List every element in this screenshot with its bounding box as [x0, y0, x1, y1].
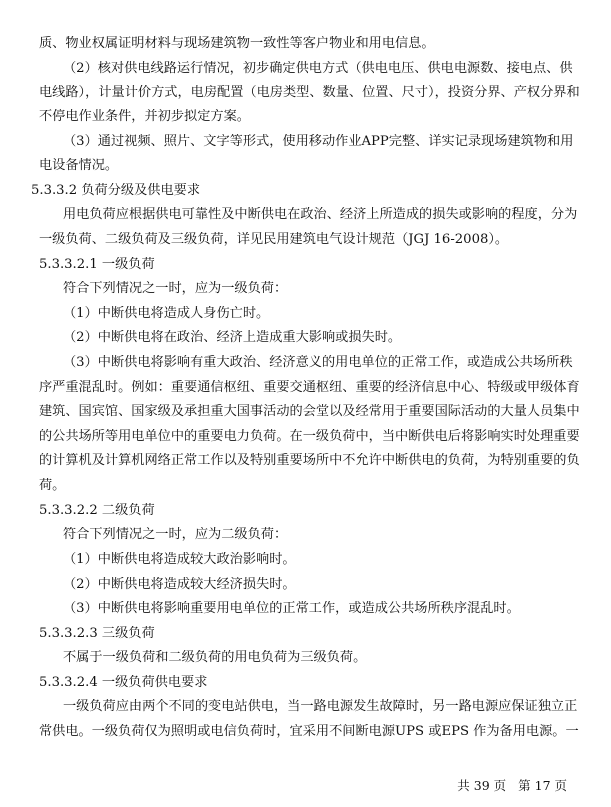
text-line: 电线路），计量计价方式，电房配置（电房类型、数量、位置、尺寸），投资分界、产权分界和	[39, 85, 580, 100]
text-line: （2）核对供电线路运行情况，初步确定供电方式（供电电压、供电电源数、接电点、供	[63, 61, 573, 76]
text-line: （2）中断供电将造成较大经济损失时。	[63, 577, 296, 592]
text-line: 不属于一级负荷和二级负荷的用电负荷为三级负荷。	[63, 650, 367, 665]
text-line: 序严重混乱时。例如：重要通信枢纽、重要交通枢纽、重要的经济信息中心、特级或甲级体育	[39, 380, 580, 395]
text-line: 符合下列情况之一时，应为一级负荷：	[63, 281, 288, 296]
text-line: （2）中断供电将在政治、经济上造成重大影响或损失时。	[63, 330, 402, 345]
text-line: 建筑、国宾馆、国家级及承担重大国事活动的会堂以及经常用于重要国际活动的大量人员集中	[39, 404, 580, 419]
subsection-heading: 5.3.3.2.3 三级负荷	[39, 626, 155, 641]
text-line: 的公共场所等用电单位中的重要电力负荷。在一级负荷中，当中断供电后将影响实时处理重要	[39, 429, 580, 444]
text-line: 电设备情况。	[39, 158, 119, 173]
text-line: 一级负荷、二级负荷及三级负荷，详见民用建筑电气设计规范（JGJ 16-2008）。	[39, 232, 509, 247]
text-line: （1）中断供电将造成人身伤亡时。	[63, 306, 270, 321]
text-line: 符合下列情况之一时，应为二级负荷：	[63, 527, 288, 542]
subsection-heading: 5.3.3.2.4 一级负荷供电要求	[39, 675, 208, 690]
subsection-heading: 5.3.3.2.1 一级负荷	[39, 257, 155, 272]
text-line: （1）中断供电将造成较大政治影响时。	[63, 552, 296, 567]
text-line: 的计算机及计算机网络正常工作以及特别重要场所中不允许中断供电的负荷，为特别重要的负	[39, 453, 580, 468]
text-line: 用电负荷应根据供电可靠性及中断供电在政治、经济上所造成的损失或影响的程度，分为	[63, 207, 578, 222]
text-line: （3）通过视频、照片、文字等形式，使用移动作业APP完整、详实记录现场建筑物和用	[63, 134, 574, 149]
text-line: 荷。	[39, 478, 66, 493]
text-line: （3）中断供电将影响重要用电单位的正常工作，或造成公共场所秩序混乱时。	[63, 601, 520, 616]
text-line: （3）中断供电将影响有重大政治、经济意义的用电单位的正常工作，或造成公共场所秩	[63, 355, 573, 370]
total-pages: 共 39 页	[457, 778, 507, 793]
text-line: 不停电作业条件，并初步拟定方案。	[39, 109, 250, 124]
subsection-heading: 5.3.3.2.2 二级负荷	[39, 503, 155, 518]
page-number: 第 17 页	[518, 778, 567, 793]
section-heading: 5.3.3.2 负荷分级及供电要求	[31, 183, 201, 198]
text-line: 常供电。一级负荷仅为照明或电信负荷时，宜采用不间断电源UPS 或EPS 作为备用电源。一	[39, 724, 579, 739]
page-footer	[449, 778, 567, 794]
text-line: 质、物业权属证明材料与现场建筑物一致性等客户物业和用电信息。	[39, 36, 435, 51]
text-line: 一级负荷应由两个不同的变电站供电，当一路电源发生故障时，另一路电源应保证独立正	[63, 699, 578, 714]
